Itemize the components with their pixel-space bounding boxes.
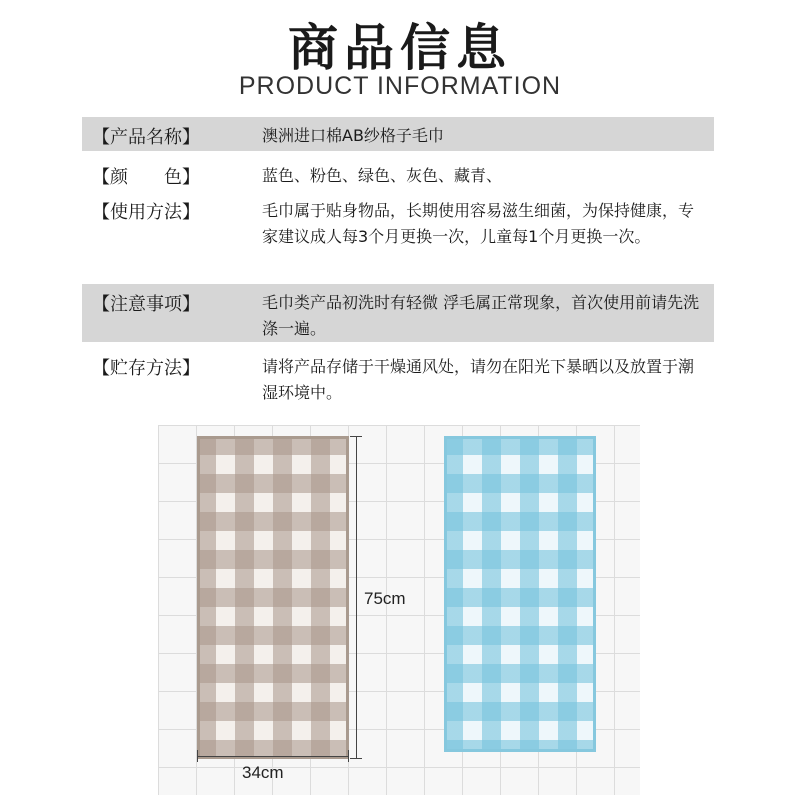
width-dimension-tick-right	[348, 750, 349, 762]
info-value: 蓝色、粉色、绿色、灰色、藏青、	[262, 166, 503, 185]
height-dimension-tick-bottom	[350, 758, 362, 759]
info-row-product-name	[82, 117, 714, 151]
towel-blue-gingham	[444, 436, 596, 752]
info-row-color	[82, 157, 714, 191]
page-title: 商品信息	[288, 19, 512, 77]
page-subtitle: PRODUCT INFORMATION	[238, 72, 562, 100]
width-dimension-tick-left	[197, 750, 198, 762]
info-label: 【产品名称】	[92, 127, 200, 148]
info-label: 【使用方法】	[92, 202, 200, 223]
info-value: 澳洲进口棉AB纱格子毛巾	[262, 126, 444, 145]
info-label: 【贮存方法】	[92, 358, 200, 379]
info-row-storage	[82, 348, 714, 410]
info-row-notice	[82, 284, 714, 342]
info-row-usage	[82, 192, 714, 280]
info-value: 请将产品存储于干燥通风处，请勿在阳光下暴晒以及放置于潮湿环境中。	[262, 357, 695, 402]
info-label: 【颜 色】	[92, 167, 200, 188]
info-value: 毛巾类产品初洗时有轻微 浮毛属正常现象，首次使用前请先洗涤一遍。	[262, 293, 700, 338]
info-label: 【注意事项】	[92, 294, 200, 315]
info-value: 毛巾属于贴身物品，长期使用容易滋生细菌，为保持健康，专家建议成人每3个月更换一次，儿童每1个月更换一次。	[262, 201, 695, 246]
height-dimension-label: 75cm	[364, 589, 406, 608]
width-dimension-line	[197, 756, 349, 757]
height-dimension-tick-top	[350, 436, 362, 437]
width-dimension-label: 34cm	[242, 763, 284, 782]
towel-brown-gingham	[197, 436, 349, 759]
height-dimension-line	[356, 436, 357, 759]
